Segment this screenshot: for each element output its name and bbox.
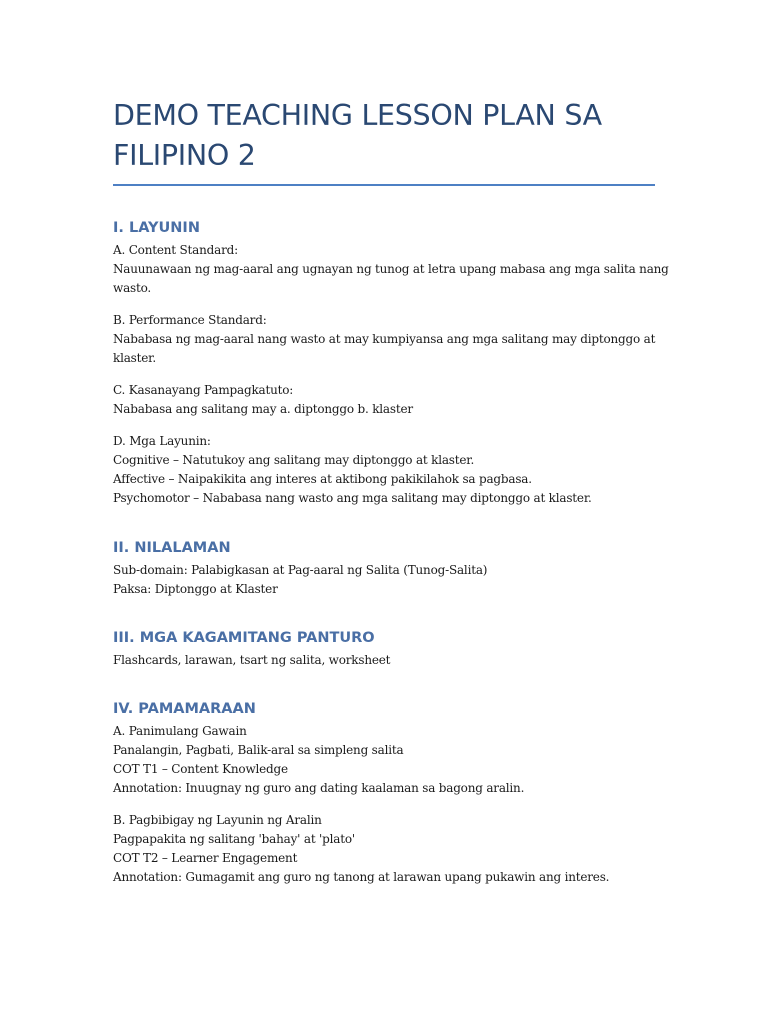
pagbibigay-layunin-paragraph bbox=[113, 811, 658, 887]
psychomotor-objective: Psychomotor – Nababasa nang wasto ang mga salitang may diptonggo at klaster. bbox=[113, 491, 592, 505]
document-page bbox=[113, 96, 669, 887]
performance-standard-paragraph bbox=[113, 311, 658, 368]
content-standard-text-2: wasto. bbox=[113, 281, 152, 295]
performance-standard-text-2: klaster. bbox=[113, 351, 156, 365]
section-heading-pamamaraan: IV. PAMAMARAAN bbox=[113, 701, 256, 717]
nilalaman-paragraph bbox=[113, 561, 658, 599]
affective-objective: Affective – Naipakikita ang interes at aktibong pakikilahok sa pagbasa. bbox=[113, 472, 532, 486]
kasanayang-pampagkatuto-paragraph bbox=[113, 381, 658, 419]
title-line-1: DEMO TEACHING LESSON PLAN SA bbox=[113, 99, 602, 132]
kagamitan-text: Flashcards, larawan, tsart ng salita, worksheet bbox=[113, 653, 391, 667]
kasanayang-pampagkatuto-text: Nababasa ang salitang may a. diptonggo b. klaster bbox=[113, 402, 413, 416]
cognitive-objective: Cognitive – Natutukoy ang salitang may diptonggo at klaster. bbox=[113, 453, 475, 467]
mga-layunin-paragraph bbox=[113, 432, 658, 508]
panimulang-gawain-text-1: Panalangin, Pagbati, Balik-aral sa simpleng salita bbox=[113, 743, 404, 757]
kasanayang-pampagkatuto-label: C. Kasanayang Pampagkatuto: bbox=[113, 383, 294, 397]
pagbibigay-layunin-text-3: Annotation: Gumagamit ang guro ng tanong at larawan upang pukawin ang interes. bbox=[113, 870, 610, 884]
content-standard-paragraph bbox=[113, 241, 669, 298]
title-line-2: FILIPINO 2 bbox=[113, 139, 256, 172]
panimulang-gawain-paragraph bbox=[113, 722, 658, 798]
section-heading-nilalaman: II. NILALAMAN bbox=[113, 540, 231, 556]
kagamitan-paragraph bbox=[113, 651, 658, 670]
panimulang-gawain-text-2: COT T1 – Content Knowledge bbox=[113, 762, 288, 776]
document-title bbox=[113, 96, 658, 176]
performance-standard-text-1: Nababasa ng mag-aaral nang wasto at may kumpiyansa ang mga salitang may diptonggo at bbox=[113, 332, 656, 346]
mga-layunin-label: D. Mga Layunin: bbox=[113, 434, 211, 448]
subdomain-text: Sub-domain: Palabigkasan at Pag-aaral ng Salita (Tunog-Salita) bbox=[113, 563, 488, 577]
content-standard-label: A. Content Standard: bbox=[113, 243, 238, 257]
section-heading-layunin: I. LAYUNIN bbox=[113, 220, 200, 236]
pagbibigay-layunin-label: B. Pagbibigay ng Layunin ng Aralin bbox=[113, 813, 322, 827]
content-standard-text-1: Nauunawaan ng mag-aaral ang ugnayan ng tunog at letra upang mabasa ang mga salita nang bbox=[113, 262, 669, 276]
section-heading-kagamitan: III. MGA KAGAMITANG PANTURO bbox=[113, 630, 375, 646]
performance-standard-label: B. Performance Standard: bbox=[113, 313, 267, 327]
title-underline bbox=[113, 184, 655, 186]
pagbibigay-layunin-text-1: Pagpapakita ng salitang 'bahay' at 'plato' bbox=[113, 832, 355, 846]
pagbibigay-layunin-text-2: COT T2 – Learner Engagement bbox=[113, 851, 298, 865]
panimulang-gawain-text-3: Annotation: Inuugnay ng guro ang dating kaalaman sa bagong aralin. bbox=[113, 781, 525, 795]
panimulang-gawain-label: A. Panimulang Gawain bbox=[113, 724, 247, 738]
paksa-text: Paksa: Diptonggo at Klaster bbox=[113, 582, 278, 596]
